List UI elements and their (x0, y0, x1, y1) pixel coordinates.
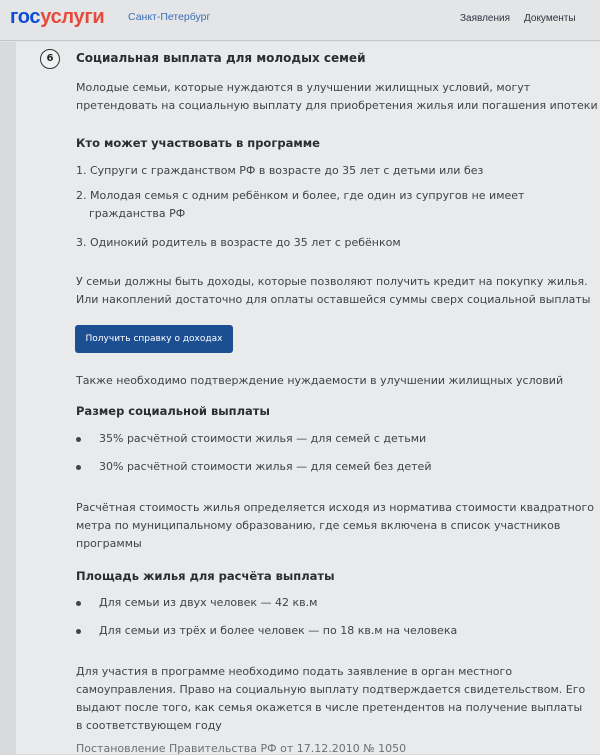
logo-part-1: гос (10, 6, 41, 28)
who-item-2-line-2: гражданства РФ (89, 207, 186, 220)
apply-line-1: Для участия в программе необходимо подать заявление в орган местного (76, 665, 513, 678)
apply-line-2: самоуправления. Право на социальную выплату подтверждается свидетельством. Его (76, 683, 586, 696)
intro-line-1: Молодые семьи, которые нуждаются в улучшении жилищных условий, могут (76, 81, 531, 94)
apply-line-3: выдают после того, как семья окажется в числе претендентов на получение выплаты (76, 701, 583, 714)
size-heading: Размер социальной выплаты (76, 404, 270, 418)
nav-documents[interactable]: Документы (524, 13, 576, 24)
gosuslugi-logo[interactable] (10, 6, 104, 29)
apply-line-4: в соответствующем году (76, 719, 222, 732)
who-heading: Кто может участвовать в программе (76, 136, 320, 150)
calc-line-1: Расчётная стоимость жилья определяется исходя из норматива стоимости квадратного (76, 501, 595, 514)
income-line-1: У семьи должны быть доходы, которые позволяют получить кредит на покупку жилья. (76, 275, 588, 288)
area-item-2: Для семьи из трёх и более человек — по 18 кв.м на человека (99, 624, 458, 637)
intro-line-2: претендовать на социальную выплату для приобретения жилья или погашения ипотеки (76, 99, 598, 112)
need-text: Также необходимо подтверждение нуждаемости в улучшении жилищных условий (76, 374, 564, 387)
who-item-3: 3. Одинокий родитель в возрасте до 35 лет с ребёнком (76, 236, 401, 249)
who-item-2-line-1: 2. Молодая семья с одним ребёнком и более, где один из супругов не имеет (76, 189, 525, 202)
header-divider (0, 40, 600, 41)
calc-line-2: метра по муниципальному образованию, где семья включена в список участников (76, 519, 561, 532)
size-item-2: 30% расчётной стоимости жилья — для семей без детей (99, 460, 432, 473)
calc-line-3: программы (76, 537, 142, 550)
regulation-link[interactable]: Постановление Правительства РФ от 17.12.2010 № 1050 (76, 742, 407, 755)
area-item-1: Для семьи из двух человек — 42 кв.м (99, 596, 318, 609)
bullet-dot (76, 437, 81, 442)
city-selector[interactable]: Санкт-Петербург (128, 11, 211, 23)
bullet-dot (76, 465, 81, 470)
area-heading: Площадь жилья для расчёта выплаты (76, 569, 335, 583)
section-title: Социальная выплата для молодых семей (76, 51, 366, 65)
get-income-certificate-button[interactable]: Получить справку о доходах (75, 325, 233, 353)
step-number-badge: 6 (40, 49, 60, 69)
bullet-dot (76, 601, 81, 606)
size-item-1: 35% расчётной стоимости жилья — для семей с детьми (99, 432, 427, 445)
bullet-dot (76, 629, 81, 634)
top-header (0, 0, 600, 42)
income-line-2: Или накоплений достаточно для оплаты оставшейся суммы сверх социальной выплаты (76, 293, 591, 306)
who-item-1: 1. Супруги с гражданством РФ в возрасте до 35 лет с детьми или без (76, 164, 484, 177)
nav-applications[interactable]: Заявления (460, 13, 511, 24)
logo-part-2: услуги (40, 6, 105, 28)
